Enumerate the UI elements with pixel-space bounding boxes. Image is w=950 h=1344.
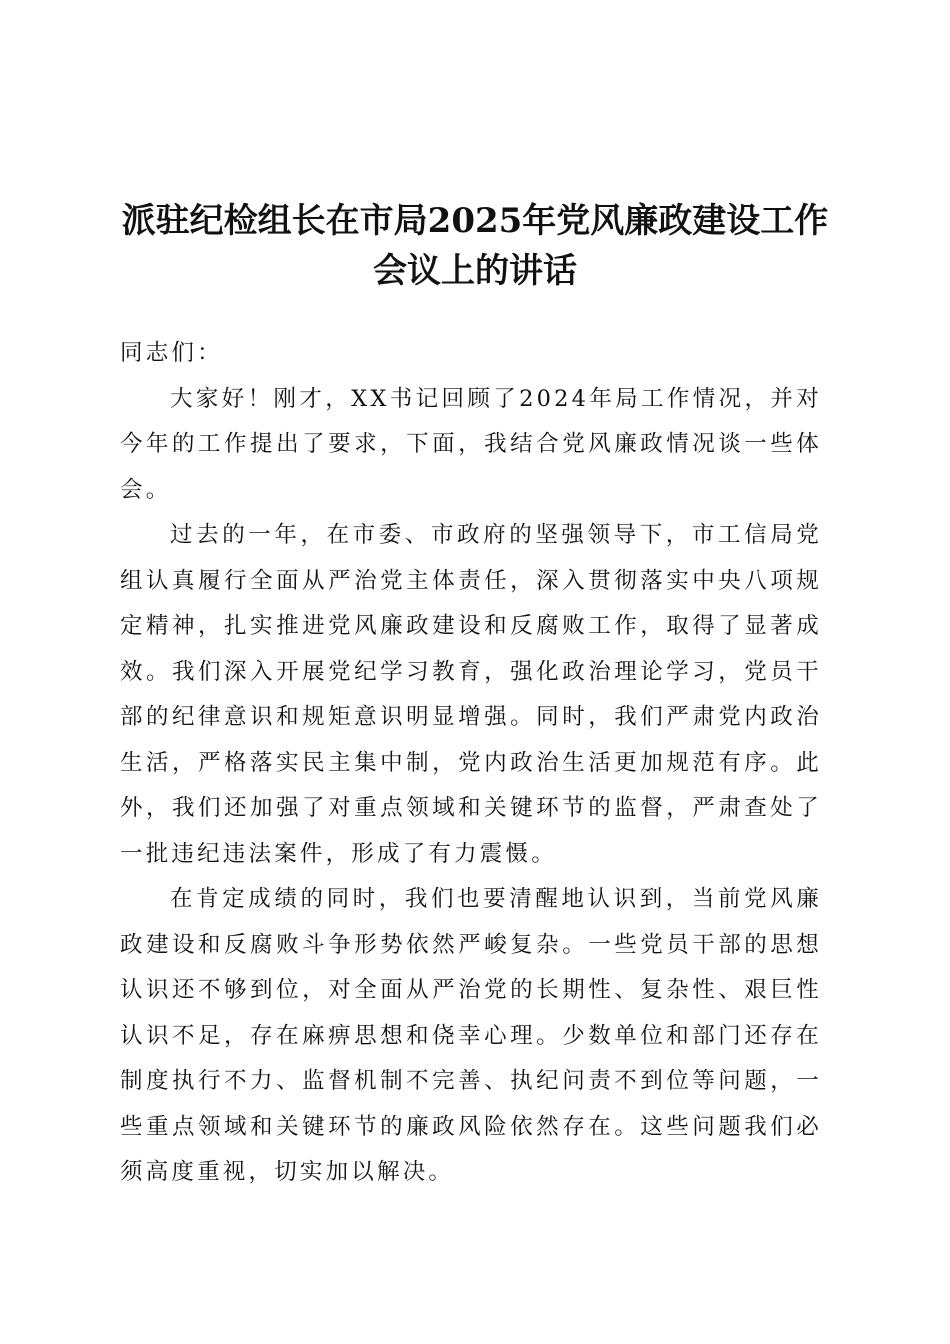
document-body	[120, 331, 822, 1196]
paragraph-3: 在肯定成绩的同时，我们也要清醒地认识到，当前党风廉政建设和反腐败斗争形势依然严峻复杂。一些党员干部的思想认识还不够到位，对全面从严治党的长期性、复杂性、艰巨性认识不足，存在麻痹思想和侥幸心理。少数单位和部门还存在制度执行不力、监督机制不完善、执纪问责不到位等问题，一些重点领域和关键环节的廉政风险依然存在。这些问题我们必须高度重视，切实加以解决。	[120, 886, 822, 1185]
salutation: 同志们：	[120, 340, 223, 366]
document-title: 派驻纪检组长在市局2025年党风廉政建设工作会议上的讲话	[121, 201, 829, 291]
paragraph-2: 过去的一年，在市委、市政府的坚强领导下，市工信局党组认真履行全面从严治党主体责任，深入贯彻落实中央八项规定精神，扎实推进党风廉政建设和反腐败工作，取得了显著成效。我们深入开展党纪学习教育，强化政治理论学习，党员干部的纪律意识和规矩意识明显增强。同时，我们严肃党内政治生活，严格落实民主集中制，党内政治生活更加规范有序。此外，我们还加强了对重点领域和关键环节的监督，严肃查处了一批违纪违法案件，形成了有力震慑。	[120, 522, 822, 867]
paragraph-1: 大家好！刚才，XX书记回顾了2024年局工作情况，并对今年的工作提出了要求，下面，我结合党风廉政情况谈一些体会。	[120, 385, 822, 503]
